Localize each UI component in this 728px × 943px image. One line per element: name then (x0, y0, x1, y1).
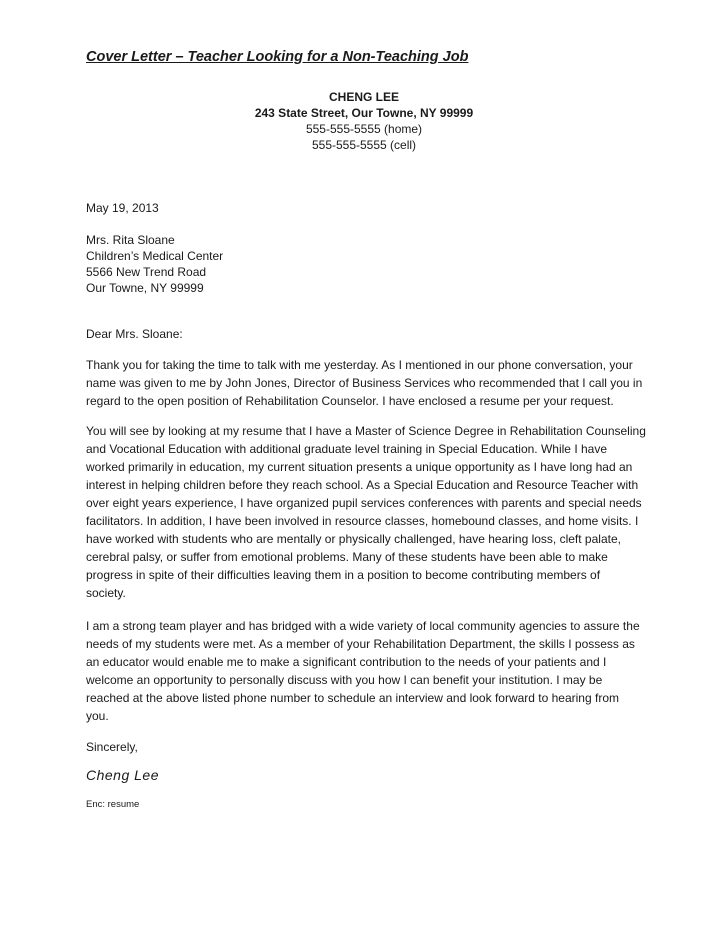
paragraph-3 (86, 617, 640, 725)
enclosure-note: Enc: resume (86, 799, 140, 810)
sender-header (0, 89, 728, 153)
paragraph-line: over eight years experience, I have organized pupil services conferences with parents and special needs (86, 496, 642, 510)
paragraph-line: facilitators. In addition, I have been involved in resource classes, homebound classes, and home visits. I (86, 514, 639, 528)
recipient-street: 5566 New Trend Road (86, 265, 207, 279)
recipient-name: Mrs. Rita Sloane (86, 233, 175, 247)
sender-phone-home: 555-555-5555 (home) (305, 122, 423, 136)
paragraph-line: name was given to me by John Jones, Director of Business Services who recommended that I call you in (86, 376, 643, 390)
paragraph-line: cerebral palsy, or suffer from emotional problems. Many of these students have been able to make (86, 550, 608, 564)
sender-address: 243 State Street, Our Towne, NY 99999 (254, 106, 474, 120)
paragraph-line: You will see by looking at my resume that I have a Master of Science Degree in Rehabilitation Counseling (86, 424, 646, 438)
closing: Sincerely, (86, 740, 138, 754)
paragraph-line: have worked with students who are mentally or physically challenged, have hearing loss, cleft palate, (86, 532, 621, 546)
paragraph-line: I am a strong team player and has bridged with a wide variety of local community agencies to assure the (86, 619, 640, 633)
paragraph-line: society. (86, 586, 126, 600)
paragraph-line: needs of my students were met. As a member of your Rehabilitation Department, the skills I possess as (86, 637, 635, 651)
paragraph-line: an educator would enable me to make a significant contribution to the needs of your patients and I (86, 655, 607, 669)
recipient-city: Our Towne, NY 99999 (86, 281, 204, 295)
paragraph-line: worked primarily in education, my current situation presents a unique opportunity as I have long had an (86, 460, 633, 474)
recipient-organization: Children’s Medical Center (86, 249, 224, 263)
paragraph-line: welcome an opportunity to personally discuss with you how I can benefit your institution. I may be (86, 673, 603, 687)
document-title: Cover Letter – Teacher Looking for a Non-Teaching Job (86, 49, 469, 65)
paragraph-1 (86, 356, 642, 410)
signature: Cheng Lee (86, 767, 160, 783)
paragraph-line: reached at the above listed phone number to schedule an interview and look forward to hearing from (86, 691, 619, 705)
sender-name: CHENG LEE (328, 90, 399, 104)
sender-phone-cell: 555-555-5555 (cell) (311, 138, 417, 152)
recipient-block (86, 232, 223, 296)
letter-date: May 19, 2013 (86, 201, 159, 215)
paragraph-line: and Vocational Education with additional graduate level training in Special Education. While I have (86, 442, 608, 456)
paragraph-2 (86, 422, 646, 602)
salutation: Dear Mrs. Sloane: (86, 327, 183, 341)
paragraph-line: Thank you for taking the time to talk with me yesterday. As I mentioned in our phone conversation, your (86, 358, 633, 372)
paragraph-line: you. (86, 709, 109, 723)
paragraph-line: interest in helping children before they reach school. As a Special Education and Resource Teacher with (86, 478, 639, 492)
paragraph-line: progress in spite of their difficulties leaving them in a position to become contributing members of (86, 568, 601, 582)
paragraph-line: regard to the open position of Rehabilitation Counselor. I have enclosed a resume per your request. (86, 394, 614, 408)
